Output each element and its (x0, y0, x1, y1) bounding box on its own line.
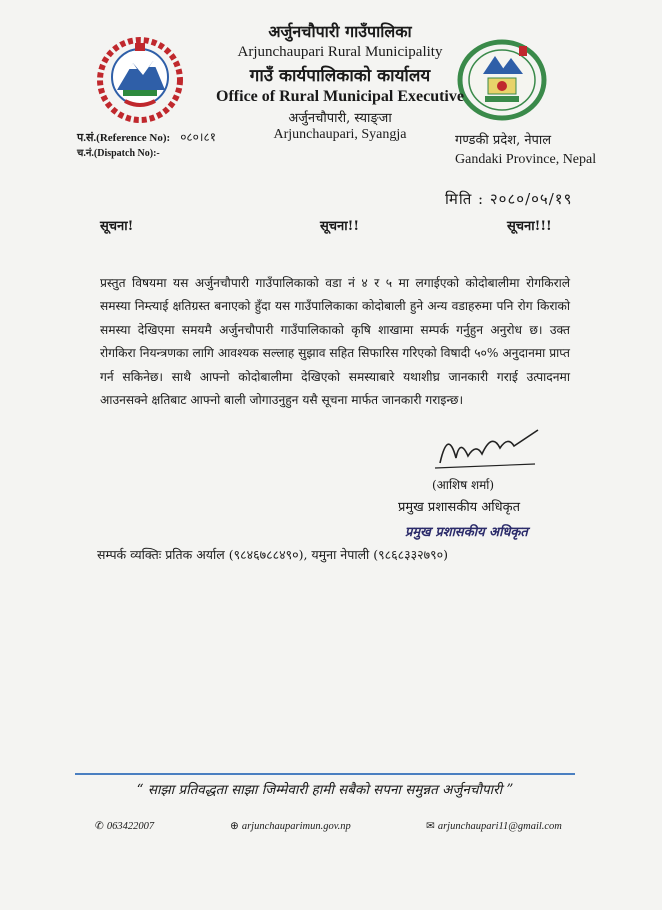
globe-icon: ⊕ (230, 821, 239, 832)
dispatch-number: च.नं.(Dispatch No):- (77, 148, 160, 159)
reference-value: ०८०।८१ (180, 130, 216, 144)
signature-icon (430, 418, 540, 478)
footer-email[interactable] (426, 820, 562, 832)
notice-heading-1: सूचना! (100, 219, 134, 234)
notice-heading-3: सूचना!!! (507, 219, 552, 234)
province-english: Gandaki Province, Nepal (455, 152, 597, 167)
footer-motto: “ साझा प्रतिवद्धता साझा जिम्मेवारी हामी सबैको सपना समुन्नत अर्जुनचौपारी ” (136, 782, 514, 798)
footer-website[interactable] (230, 820, 351, 832)
mail-icon: ✉ (426, 821, 435, 832)
phone-number: 063422007 (106, 821, 155, 832)
notice-date: मिति : २०८०/०५/१९ (445, 190, 573, 208)
phone-icon: ✆ (95, 821, 104, 832)
municipality-name-english: Arjunchaupari Rural Municipality (237, 44, 443, 60)
office-name-nepali: गाउँ कार्यपालिकाको कार्यालय (249, 66, 431, 86)
website-link[interactable]: arjunchauparimun.gov.np (241, 821, 351, 832)
location-english: Arjunchaupari, Syangja (273, 127, 407, 142)
emblem-icon (95, 35, 185, 125)
notice-body: प्रस्तुत विषयमा यस अर्जुनचौपारी गाउँपालिकाको वडा नं ४ र ५ मा लगाईएको कोदोबालीमा रोगकिराले समस्या निम्त्याई क्षतिग्रस्त बनाएको हुँदा यस गाउँपालिकाका कोदोबाली हुने अन्य वडाहरुमा पनि रोग किराको समस्या देखिएमा समयमै अर्जुनचौपारी गाउँपालिकाको कृषि शाखामा सम्पर्क गर्नुहुन अनुरोध छ। उक्त रोगकिरा नियन्त्रणका लागि आवश्यक सल्लाह सुझाव सहित सिफारिस गरिएको विषादी ५०% अनुदानमा प्राप्त गर्न सकिनेछ। साथै आफ्नो कोदोबालीमा देखिएको समस्याबारे यथाशीघ्र जानकारी गराई उत्पादनमा आउनसक्ने क्षतिबाट आफ्नो बाली जोगाउनुहुन यसै सूचना मार्फत जानकारी गराइन्छ। (100, 276, 570, 408)
official-stamp: प्रमुख प्रशासकीय अधिकृत (405, 525, 528, 540)
signatory-name: (आशिष शर्मा) (432, 478, 495, 492)
reference-number (77, 128, 216, 145)
footer-phone (95, 820, 154, 832)
province-nepali: गण्डकी प्रदेश, नेपाल (455, 133, 552, 148)
contact-persons: सम्पर्क व्यक्तिः प्रतिक अर्याल (९८४६७८८४९०), यमुना नेपाली (९८६८३३२७९०) (97, 547, 449, 562)
office-name-english: Office of Rural Municipal Executive (216, 88, 464, 105)
letterhead (195, 20, 485, 143)
province-block (455, 130, 596, 168)
email-link[interactable]: arjunchaupari11@gmail.com (437, 821, 562, 832)
signatory-title: प्रमुख प्रशासकीय अधिकृत (398, 500, 521, 515)
footer-divider (75, 773, 575, 775)
location-nepali: अर्जुनचौपारी, स्याङ्जा (288, 111, 392, 126)
notice-heading-2: सूचना!! (320, 219, 360, 234)
municipality-name-nepali: अर्जुनचौपारी गाउँपालिका (268, 22, 412, 41)
reference-label: प.सं.(Reference No): (77, 132, 171, 144)
